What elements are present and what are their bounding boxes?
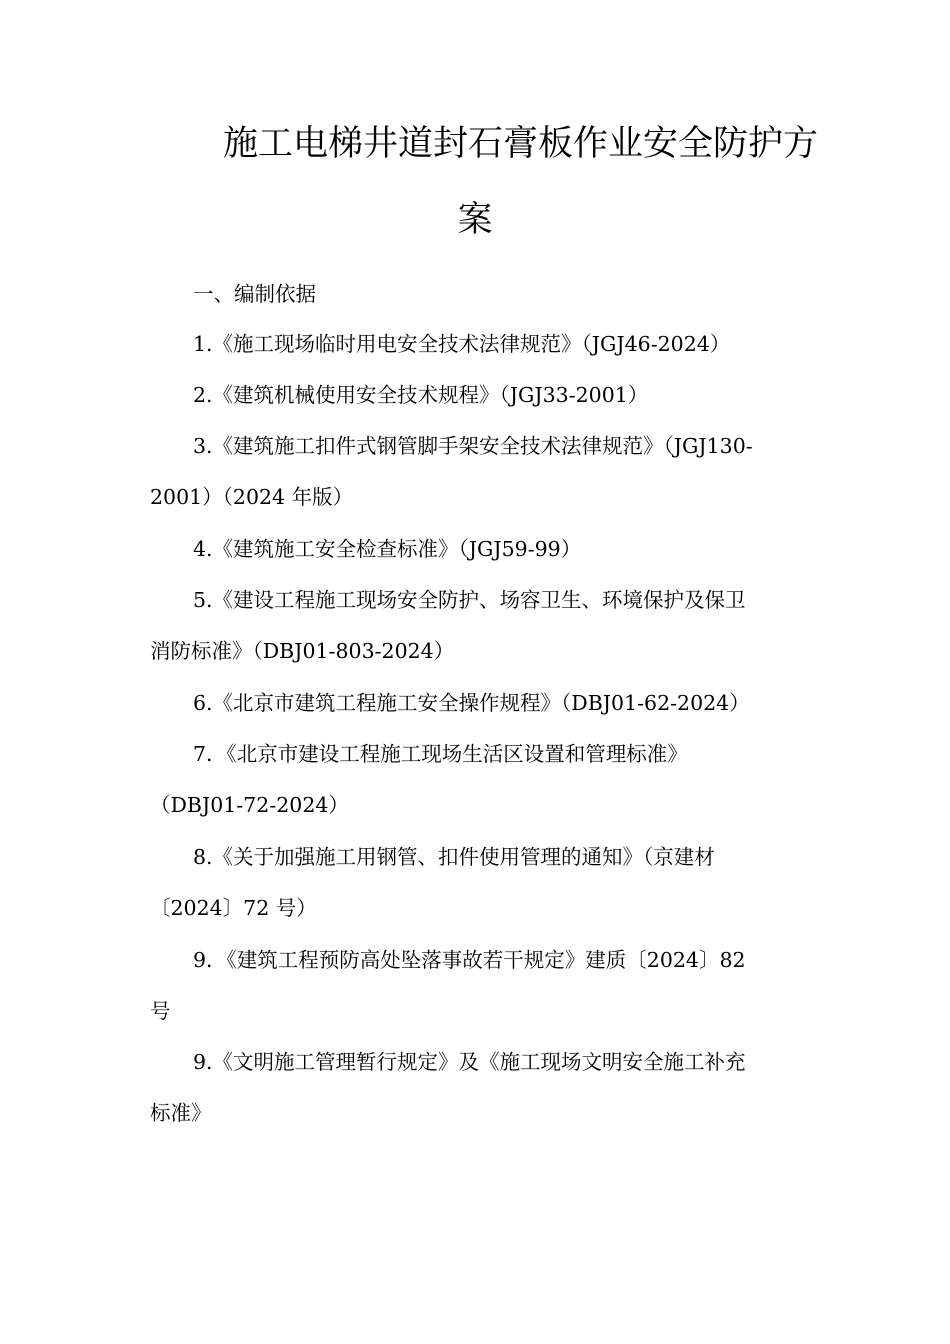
reference-item-2: 2.《建筑机械使用安全技术规程》（JGJ33-2001）: [193, 383, 649, 407]
reference-item-9-line-2: 号: [150, 999, 171, 1023]
reference-item-1: 1.《施工现场临时用电安全技术法律规范》（JGJ46-2024）: [193, 332, 731, 356]
document-title-line-2: 案: [457, 200, 493, 240]
reference-item-3-line-2: 2001）（2024 年版）: [150, 485, 354, 509]
section-heading: 一、编制依据: [193, 282, 316, 306]
reference-item-6: 6.《北京市建筑工程施工安全操作规程》（DBJ01-62-2024）: [193, 691, 750, 715]
reference-item-3-line-1: 3.《建筑施工扣件式钢管脚手架安全技术法律规范》（JGJ130-: [193, 434, 753, 458]
reference-item-8-line-2: 〔2024〕72 号）: [150, 896, 317, 920]
reference-item-10-line-1: 9.《文明施工管理暂行规定》及《施工现场文明安全施工补充: [193, 1050, 746, 1074]
reference-item-7-line-1: 7．《北京市建设工程施工现场生活区设置和管理标准》: [193, 742, 688, 766]
reference-item-10-line-2: 标准》: [150, 1101, 212, 1125]
reference-item-4: 4.《建筑施工安全检查标准》（JGJ59-99）: [193, 537, 582, 561]
reference-item-5-line-1: 5.《建设工程施工现场安全防护、场容卫生、环境保护及保卫: [193, 588, 746, 612]
reference-item-7-line-2: （DBJ01-72-2024）: [150, 793, 349, 817]
document-title-line-1: 施工电梯井道封石膏板作业安全防护方: [223, 124, 819, 164]
reference-item-9-line-1: 9．《建筑工程预防高处坠落事故若干规定》建质〔2024〕82: [193, 948, 746, 972]
reference-item-8-line-1: 8.《关于加强施工用钢管、扣件使用管理的通知》（京建材: [193, 845, 715, 869]
reference-item-5-line-2: 消防标准》（DBJ01-803-2024）: [150, 639, 455, 663]
